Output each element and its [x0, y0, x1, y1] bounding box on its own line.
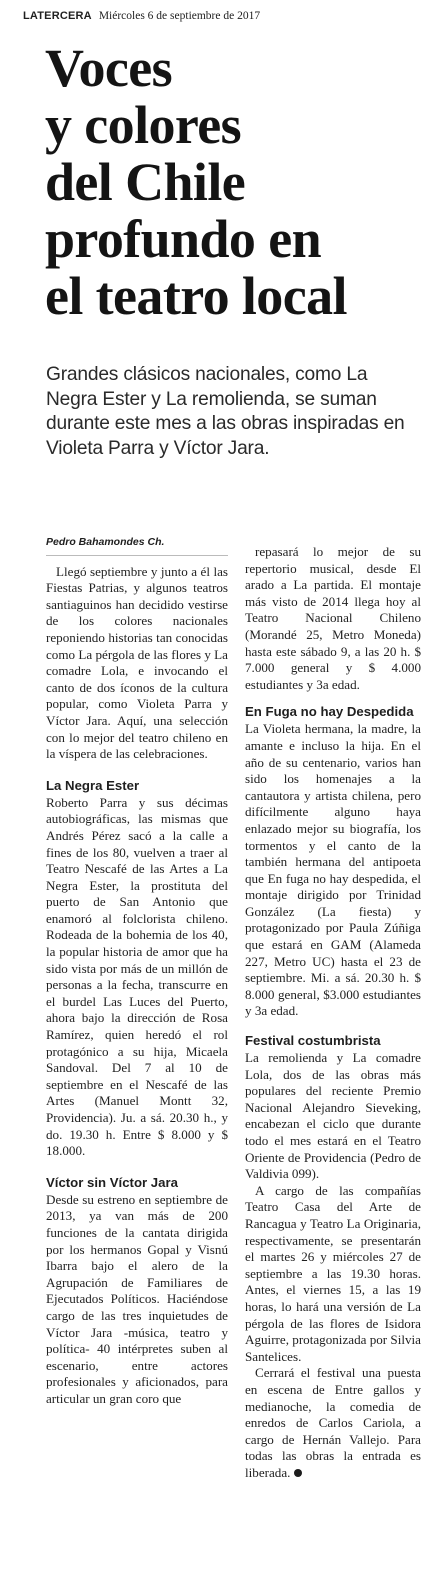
deck-subtitle: Grandes clásicos nacionales, como La Negra Ester y La remolienda, se suman durante este mes a las obras inspiradas en Violeta Parra y Víctor Jara. [46, 364, 405, 459]
masthead [23, 6, 413, 22]
intro-paragraph: Llegó septiembre y junto a él las Fiestas Patrias, y algunos teatros santiaguinos han decidido vestirse de los colores nacionales reponiendo historias tan conocidas como La pérgola de las flores y La comadre Lola, e invocando el canto de dos íconos de la cultura popular, como Violeta Parra y Víctor Jara. Aquí, una selección con lo mejor del teatro chileno en la víspera de las celebraciones. [46, 563, 228, 762]
headline-line: profundo en [45, 209, 322, 269]
section-heading: Festival costumbrista [245, 1033, 381, 1049]
byline: Pedro Bahamondes Ch. [46, 534, 228, 556]
headline-line: Voces [45, 38, 172, 98]
publication-date: Miércoles 6 de septiembre de 2017 [98, 10, 261, 22]
newspaper-brand: LATERCERA [23, 10, 92, 22]
end-of-article-dot-icon [294, 1469, 302, 1477]
section-body: Desde su estreno en septiembre de 2013, ya van más de 200 funciones de la cantata dirigida por los hermanos Gopal y Visnú Ibarra bajo el alero de la Agrupación de Familiares de Ejecutados Políticos. Haciéndose cargo de las tres inquietudes de Víctor Jara -música, teatro y política- 40 intérpretes suben al escenario, entre actores profesionales y aficionados, para articular un gran coro que [46, 1191, 228, 1406]
section-body: La Violeta hermana, la madre, la amante e incluso la hija. En el año de su centenario, varios han sido los homenajes a la cantautora y artista chilena, pero difícilmente alguno haya enlazado mejor su biografía, los tormentos y el canto de la también hermana del antipoeta que En fuga no hay despedida, el montaje dirigido por Trinidad González (La fiesta) y protagonizado por Paula Zúñiga que estará en GAM (Alameda 227, Metro UC) hasta el 23 de septiembre. Mi. a sá. 20.30 h. $ 8.000 general, $3.000 estudiantes y 3a edad. [245, 721, 421, 1019]
final-paragraph-text: Cerrará el festival una puesta en escena de Entre gallos y medianoche, la comedia de enredos de Carlos Cariola, a cargo de Hernán Vallejo. Para todas las obras la entrada es liberada. [245, 1365, 421, 1480]
section-body-continued: repasará lo mejor de su repertorio musical, desde El arado a La partida. El montaje más visto de 2014 llega hoy al Teatro Nacional Chileno (Morandé 25, Metro Moneda) hasta este sábado 9, a las 20 h. $ 7.000 general y $ 4.000 estudiantes y 3a edad. [245, 544, 421, 692]
section-body: Roberto Parra y sus décimas autobiográficas, las mismas que Andrés Pérez sacó a la calle a fines de los 80, vuelven a traer al Teatro Nescafé de las Artes a La Negra Ester, la prostituta del puerto de San Antonio que enamoró al folclorista chileno. Rodeada de la bohemia de los 40, la popular historia de amor que ha sido vista por más de un millón de personas a la fecha, transcurre en el burdel Las Luces del Puerto, ahora bajo la dirección de Rosa Ramírez, quien heredó el rol protagónico a su hija, Micaela Sandoval. Del 7 al 10 de septiembre en el Nescafé de las Artes (Manuel Montt 32, Providencia). Ju. a sá. 20.30 h., y do. 19.30 h. Entre $ 8.000 y $ 18.000. [46, 794, 228, 1159]
headline [45, 40, 415, 325]
section-body-final [245, 1365, 421, 1481]
section-body: A cargo de las compañías Teatro Casa del Arte de Rancagua y Teatro La Originaria, respectivamente, se presentarán el martes 26 y miércoles 27 de septiembre a las 19.30 horas. Antes, el viernes 15, a las 19 horas, lo hará una versión de La pérgola de las flores de Isidora Aguirre, protagonizada por Silvia Santelices. [245, 1182, 421, 1364]
section-body: La remolienda y La comadre Lola, dos de las obras más populares del reciente Premio Nacional Alejandro Sieveking, encabezan el ciclo que durante todo el mes estará en el Teatro Oriente de Providencia (Pedro de Valdivia 099). [245, 1050, 421, 1182]
section-heading: La Negra Ester [46, 777, 140, 793]
headline-line: el teatro local [45, 266, 347, 326]
headline-line: del Chile [45, 152, 246, 212]
section-heading: Víctor sin Víctor Jara [46, 1174, 178, 1190]
article-column-left [46, 528, 228, 1408]
section-heading: En Fuga no hay Despedida [245, 704, 414, 720]
article-column-right [245, 544, 421, 1481]
headline-line: y colores [45, 95, 242, 155]
